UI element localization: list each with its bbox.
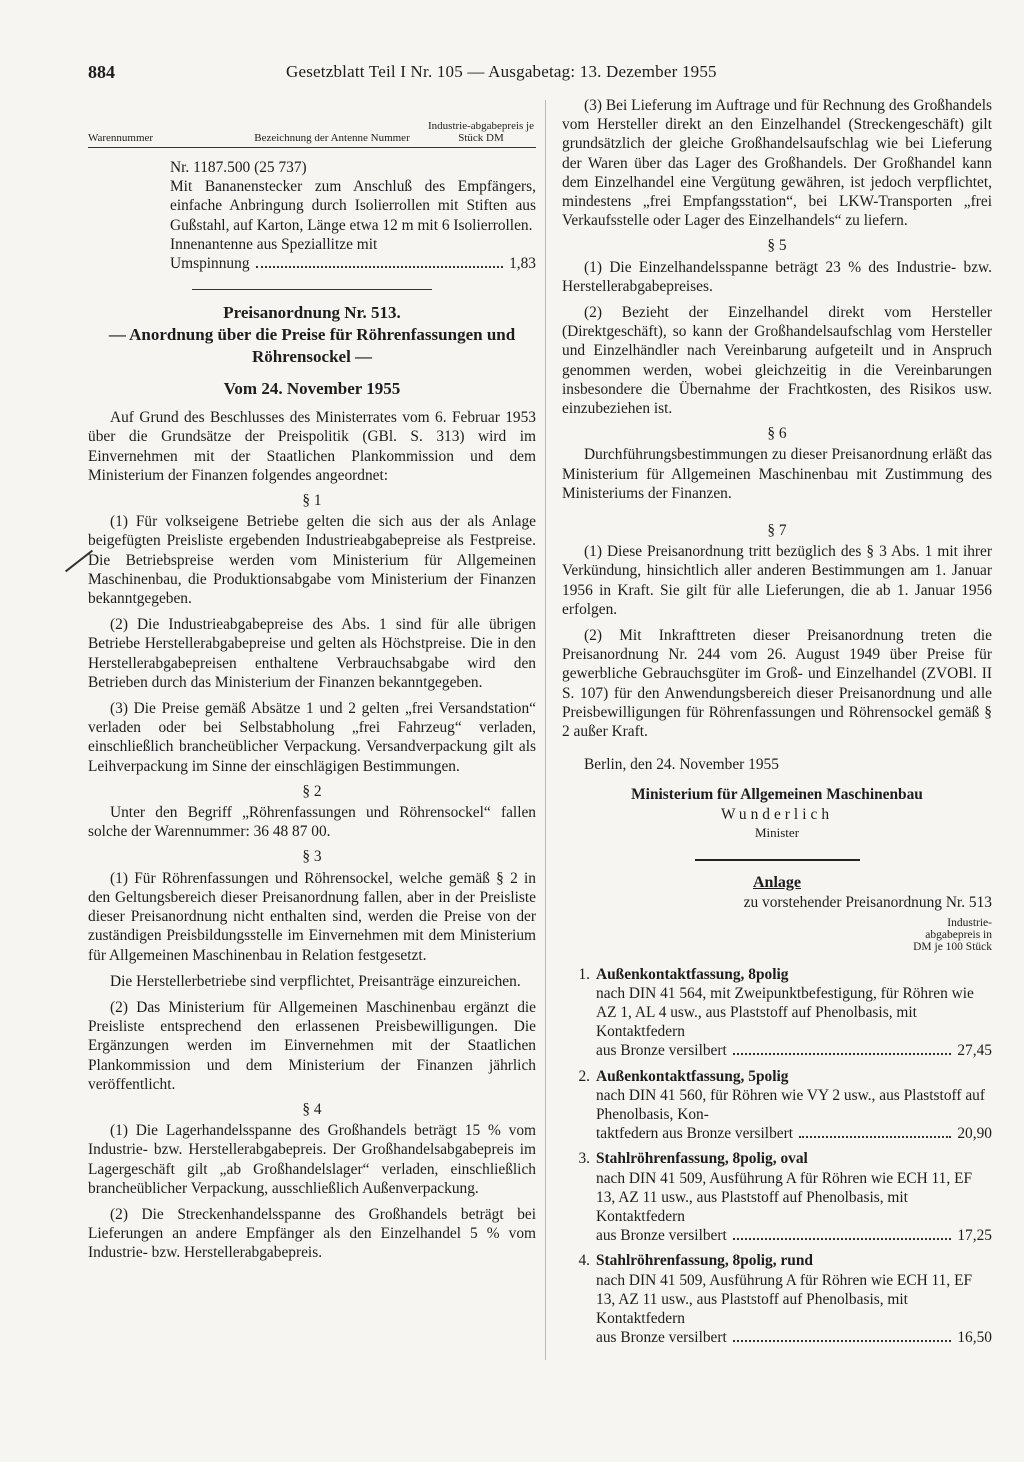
col-preis: Industrie-abgabepreis je Stück DM bbox=[428, 120, 534, 144]
section-7-para-1: (1) Diese Preisanordnung tritt bezüglich des § 3 Abs. 1 mit ihrer Verkündung, hinsichtlich aller anderen Bestimmungen am 1. Januar 1956 in Kraft. Sie gilt für alle Lieferungen, die ab 1. Januar 1956 erfolgen. bbox=[562, 543, 992, 618]
annex-item-name: Stahlröhrenfassung, 8polig, rund bbox=[596, 1252, 813, 1270]
section-2-para-1: Unter den Begriff „Röhrenfassungen und Röhrensockel“ fallen solche der Warennummer: 36 48 87 00. bbox=[88, 804, 536, 841]
section-3-para-1: (1) Für Röhrenfassungen und Röhrensockel, welche gemäß § 2 in den Geltungsbereich dieser Preisanordnung fallen, aber in der Preisliste dieser Preisanordnung nicht enthalten sind, werden die Preise von der zuständigen Preisbildungsstelle im Einvernehmen mit dem Ministerium für Allgemeinen Maschinenbau in Relation festgesetzt. bbox=[88, 869, 536, 964]
section-1-para-3: (3) Die Preise gemäß Absätze 1 und 2 gelten „frei Versandstation“ verladen oder bei Selbstabholung „frei Fahrzeug“ verladen, einschließlich brancheüblicher Verpackung. Versandverpackung gilt als Leihverpackung im Sinne der einschlägigen Bestimmungen. bbox=[88, 700, 536, 775]
annex-item-number: 2. bbox=[578, 1067, 590, 1085]
dot-leader bbox=[733, 1052, 952, 1055]
annex-item-price-line bbox=[596, 1226, 992, 1245]
order-date: Vom 24. November 1955 bbox=[223, 379, 401, 399]
right-column bbox=[562, 96, 992, 1347]
annex-item-name: Stahlröhrenfassung, 8polig, oval bbox=[596, 1150, 808, 1168]
section-rule bbox=[192, 289, 432, 290]
annex-item-price: 20,90 bbox=[957, 1125, 992, 1143]
section-5-heading: § 5 bbox=[767, 237, 787, 255]
dot-leader bbox=[256, 265, 504, 268]
page-number: 884 bbox=[88, 62, 115, 82]
dot-leader bbox=[733, 1339, 952, 1342]
annex-item-text: nach DIN 41 560, für Röhren wie VY 2 usw., aus Plaststoff auf Phenolbasis, Kon- bbox=[596, 1086, 985, 1123]
annex-item-text: nach DIN 41 509, Ausführung A für Röhren wie ECH 11, EF 13, AZ 11 usw., aus Plaststoff auf Phenolbasis, mit Kontaktfedern bbox=[596, 1271, 973, 1327]
annex-item-last: aus Bronze versilbert bbox=[596, 1042, 727, 1060]
price-table-header bbox=[88, 102, 536, 148]
ministry-name: Ministerium für Allgemeinen Maschinenbau bbox=[631, 785, 923, 803]
left-column bbox=[88, 96, 536, 1263]
product-price: 1,83 bbox=[509, 255, 536, 273]
product-price-line bbox=[170, 254, 536, 273]
section-1-para-2: (2) Die Industrieabgabepreise des Abs. 1 sind für alle übrigen Betriebe Herstellerabgabepreise und gelten als Höchstpreise. Die in den Herstellerabgabepreisen enthaltene Verbrauchsabgabe wird den Betrieben durch das Ministerium der Finanzen bekanntgegeben. bbox=[88, 616, 536, 691]
signature-rule bbox=[695, 859, 860, 861]
annex-item-price-line bbox=[596, 1041, 992, 1060]
section-6-para-1: Durchführungsbestimmungen zu dieser Preisanordnung erläßt das Ministerium für Allgemeinen Maschinenbau mit Zustimmung des Ministeriums der Finanzen. bbox=[562, 446, 992, 502]
annex-title: Anlage bbox=[753, 873, 801, 891]
section-7-para-2: (2) Mit Inkrafttreten dieser Preisanordnung treten die Preisanordnung Nr. 244 vom 26. August 1949 über Preise für gewerbliche Gebrauchsgüter im Groß- und Einzelhandel (ZVOBl. II S. 107) für den Anwendungsbereich dieser Preisanordnung und alle Preisbewilligungen für Röhrenfassungen und Röhrensockel gemäß § 2 außer Kraft. bbox=[562, 627, 992, 741]
product-line: Innenantenne aus Speziallitze mit bbox=[170, 235, 378, 253]
annex-item-text: nach DIN 41 509, Ausführung A für Röhren wie ECH 11, EF 13, AZ 11 usw., aus Plaststoff auf Phenolbasis, mit Kontaktfedern bbox=[596, 1169, 973, 1225]
place-date: Berlin, den 24. November 1955 bbox=[584, 756, 779, 774]
section-6-heading: § 6 bbox=[767, 425, 787, 443]
section-3-para-2: (2) Das Ministerium für Allgemeinen Maschinenbau ergänzt die Preisliste entsprechend den erlassenen Preisbewilligungen. Die Ergänzungen werden im Einvernehmen mit der Staatlichen Plankommission und dem Ministerium der Finanzen jährlich veröffentlicht. bbox=[88, 998, 536, 1093]
gazette-title: Gesetzblatt Teil I Nr. 105 — Ausgabetag: 13. Dezember 1955 bbox=[286, 62, 717, 81]
annex-item-number: 1. bbox=[578, 965, 590, 983]
section-4-para-3: (3) Bei Lieferung im Auftrage und für Rechnung des Großhandels vom Hersteller direkt an den Einzelhandel (Streckengeschäft) gilt grundsätzlich der gleiche Großhandelsaufschlag wie bei Lieferung der Waren über das Lager des Großhandels. Der Großhandel kann dem Einzelhandel eine Vergütung gewähren, ist jedoch verpflichtet, mindestens „frei Empfangsstation“, bei LKW-Transporten „frei Verkaufsstelle oder Lager des Einzelhandels“ zu liefern. bbox=[562, 97, 992, 230]
annex-item-name: Außenkontaktfassung, 5polig bbox=[596, 1067, 789, 1085]
annex-item-name: Außenkontaktfassung, 8polig bbox=[596, 965, 789, 983]
section-3-heading: § 3 bbox=[302, 848, 322, 866]
signer-role: Minister bbox=[754, 824, 800, 840]
product-entry bbox=[170, 158, 536, 273]
order-subtitle: — Anordnung über die Preise für Röhrenfassungen und Röhrensockel — bbox=[108, 325, 516, 367]
section-1-para-1: (1) Für volkseigene Betriebe gelten die sich aus der als Anlage beigefügten Preisliste ergebenden Industrieabgabepreise als Festpreise. Die Betriebspreise werden vom Ministerium für Allgemeinen Maschinenbau, die Produktionsabgabe vom Ministerium der Finanzen bekanntgegeben. bbox=[88, 513, 536, 608]
annex-item-number: 4. bbox=[578, 1252, 590, 1270]
section-4-heading: § 4 bbox=[302, 1100, 322, 1118]
annex-item-last: aus Bronze versilbert bbox=[596, 1329, 727, 1347]
annex-subtitle: zu vorstehender Preisanordnung Nr. 513 bbox=[743, 893, 992, 911]
section-1-heading: § 1 bbox=[302, 492, 322, 510]
section-5-para-2: (2) Bezieht der Einzelhandel direkt vom Hersteller (Direktgeschäft), so kann der Großhandelsaufschlag vom Hersteller und Einzelhändler nach Vereinbarung aufgeteilt und in Anspruch genommen werden, wobei gleichzeitig in die Vereinbarungen insbesondere die Übernahme der Frachtkosten, des Risikos usw. einzubeziehen ist. bbox=[562, 304, 992, 418]
annex-item-price-line bbox=[596, 1328, 992, 1347]
annex-column-head: Industrie-abgabepreis in DM je 100 Stück bbox=[913, 916, 992, 953]
section-7-heading: § 7 bbox=[767, 522, 787, 540]
product-description: Mit Bananenstecker zum Anschluß des Empfängers, einfache Anbringung durch Isolierrollen mit Stiften aus Gußstahl, auf Karton, Länge etwa 12 m mit 6 Isolierrollen. bbox=[170, 178, 536, 234]
annex-item-price: 17,25 bbox=[957, 1227, 992, 1245]
order-title: Preisanordnung Nr. 513. bbox=[223, 303, 401, 323]
preamble: Auf Grund des Beschlusses des Ministerrates vom 6. Februar 1953 über die Grundsätze der Preispolitik (GBl. S. 313) wird im Einvernehmen mit der Staatlichen Plankommission und dem Ministerium der Finanzen folgendes angeordnet: bbox=[88, 409, 536, 484]
col-bezeichnung: Bezeichnung der Antenne Nummer bbox=[254, 132, 410, 144]
signer-name: Wunderlich bbox=[720, 805, 834, 823]
annex-item-price: 16,50 bbox=[957, 1329, 992, 1347]
annex-item-number: 3. bbox=[578, 1150, 590, 1168]
annex-item-last: taktfedern aus Bronze versilbert bbox=[596, 1125, 794, 1143]
product-line-end: Umspinnung bbox=[170, 255, 250, 273]
annex-item bbox=[562, 1149, 992, 1245]
annex-item-last: aus Bronze versilbert bbox=[596, 1227, 727, 1245]
annex-item bbox=[562, 965, 992, 1061]
section-4-para-2: (2) Die Streckenhandelsspanne des Großhandels beträgt bei Lieferungen an andere Empfänger als den Einzelhandel 5 % vom Industrie- bzw. Herstellerabgabepreis. bbox=[88, 1205, 536, 1262]
section-2-heading: § 2 bbox=[302, 782, 322, 800]
dot-leader bbox=[799, 1135, 951, 1138]
section-4-para-1: (1) Die Lagerhandelsspanne des Großhandels beträgt 15 % vom Industrie- bzw. Herstellerabgabepreis. Der Großhandelsabgabepreis im Lagergeschäft gilt „ab Großhandelslager“ verladen, einschließlich brancheüblicher Verpackung, ausschließlich Außenverpackung. bbox=[88, 1122, 536, 1197]
annex-item-text: nach DIN 41 564, mit Zweipunktbefestigung, für Röhren wie AZ 1, AL 4 usw., aus Plaststoff auf Phenolbasis, mit Kontaktfedern bbox=[596, 984, 974, 1041]
annex-item-price: 27,45 bbox=[957, 1042, 992, 1060]
col-warennummer: Warennummer bbox=[88, 132, 154, 144]
annex-item bbox=[562, 1251, 992, 1347]
dot-leader bbox=[733, 1237, 952, 1240]
annex-item-list bbox=[562, 965, 992, 1348]
page-header bbox=[88, 60, 988, 84]
product-number: Nr. 1187.500 (25 737) bbox=[170, 159, 307, 176]
column-divider bbox=[545, 100, 546, 1360]
annex-item bbox=[562, 1067, 992, 1144]
annex-item-price-line bbox=[596, 1124, 992, 1143]
section-5-para-1: (1) Die Einzelhandelsspanne beträgt 23 % des Industrie- bzw. Herstellerabgabepreises. bbox=[562, 258, 992, 295]
section-3-para-1b: Die Herstellerbetriebe sind verpflichtet, Preisanträge einzureichen. bbox=[110, 972, 521, 990]
